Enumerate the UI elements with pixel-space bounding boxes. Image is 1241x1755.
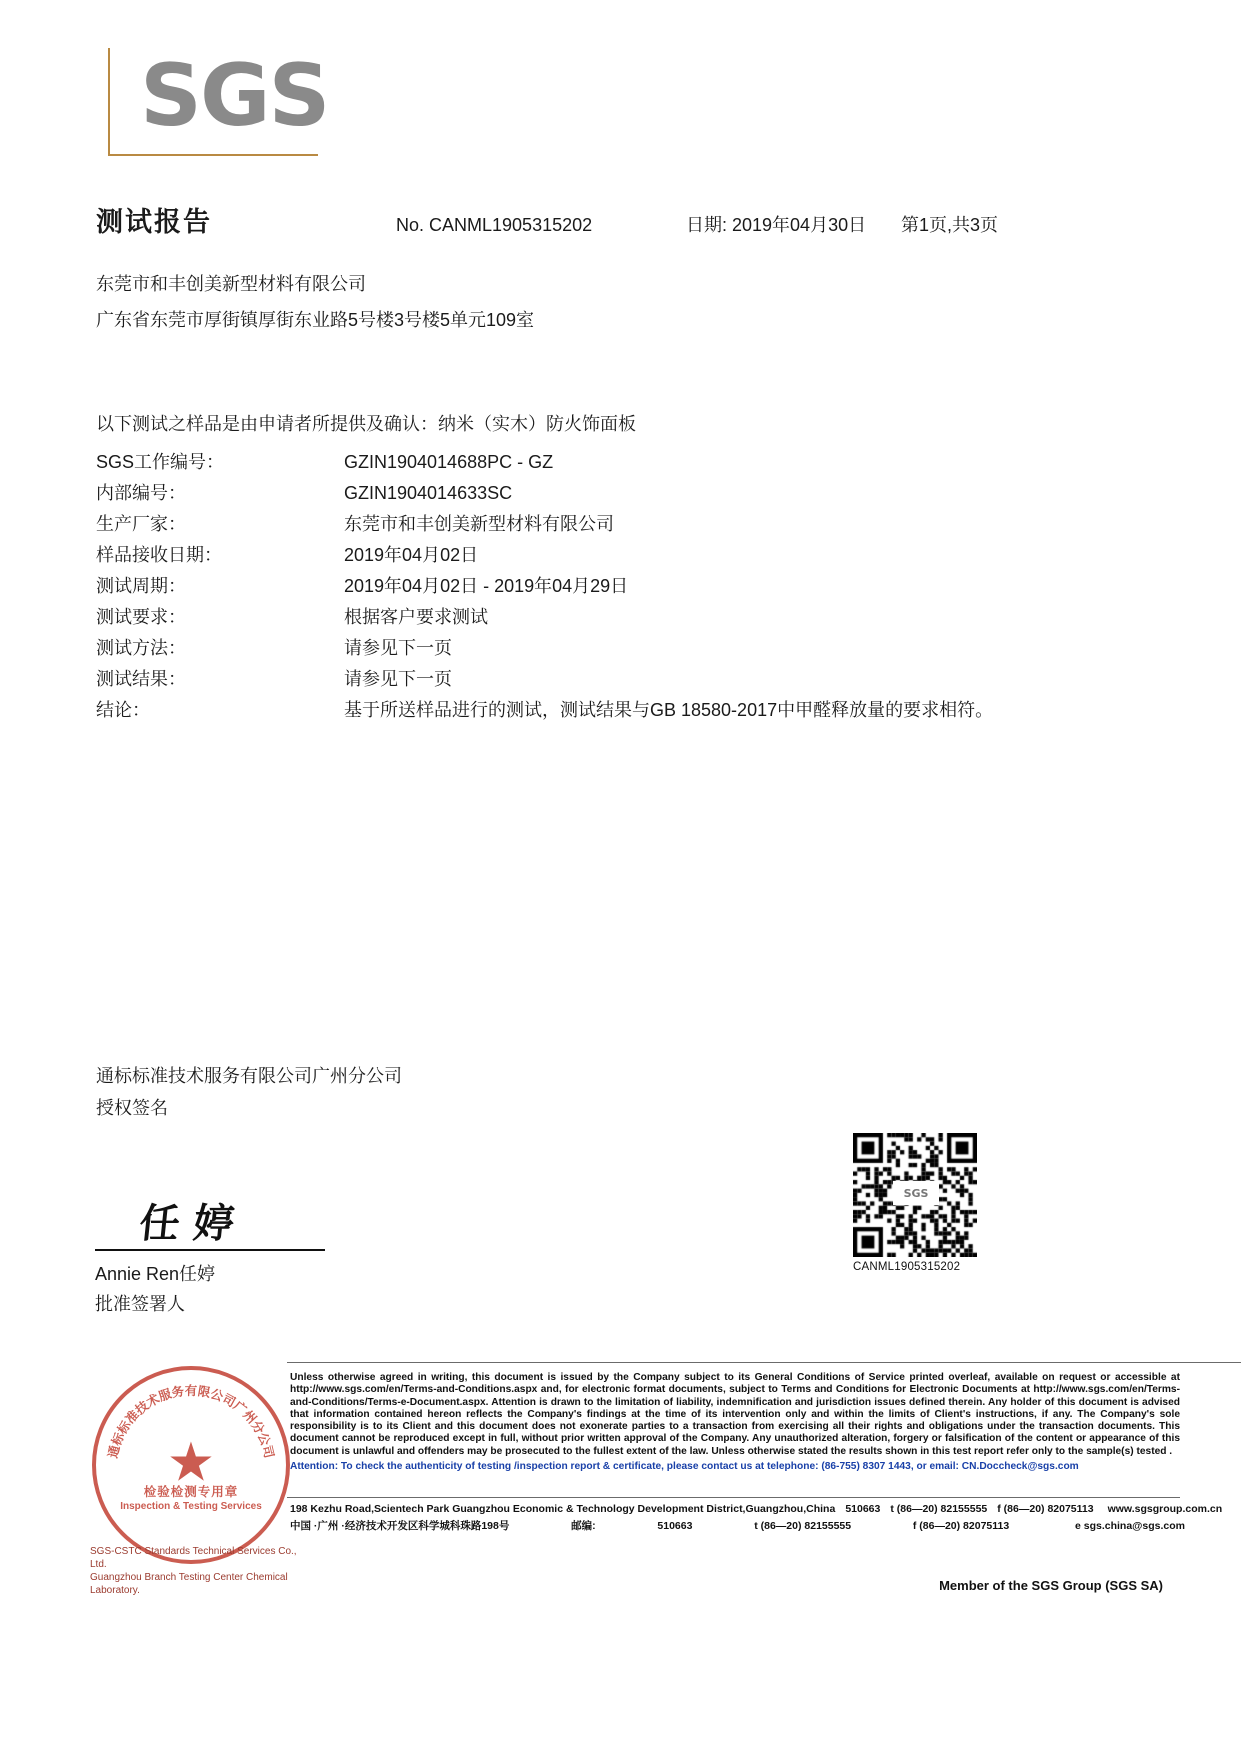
field-value: GZIN1904014688PC - GZ [344, 452, 554, 472]
field-row [96, 602, 1106, 633]
address-divider [287, 1497, 1180, 1498]
sgs-logo [108, 48, 328, 158]
logo-vertical-rule [108, 48, 110, 156]
field-value: 根据客户要求测试 [344, 607, 488, 627]
field-label: 结论： [96, 700, 150, 720]
field-row [96, 478, 1106, 509]
client-info [96, 266, 534, 338]
field-label: 生产厂家： [96, 514, 186, 534]
field-row [96, 447, 1106, 478]
field-row [96, 540, 1106, 571]
client-address: 广东省东莞市厚街镇厚街东业路5号楼3号楼5单元109室 [96, 310, 535, 330]
field-row [96, 509, 1106, 540]
signature-line [95, 1249, 325, 1251]
client-name: 东莞市和丰创美新型材料有限公司 [96, 274, 366, 294]
field-value: 2019年04月02日 - 2019年04月29日 [344, 576, 629, 596]
signing-company: 通标标准技术服务有限公司广州分公司 [96, 1066, 402, 1086]
zip-cn: 510663 [657, 1520, 693, 1532]
field-value: 请参见下一页 [344, 638, 452, 658]
field-row [96, 664, 1106, 695]
field-label: 测试要求： [96, 607, 186, 627]
seal-subtitle-line2: Guangzhou Branch Testing Center Chemical Laboratory. [90, 1572, 288, 1596]
qr-caption: CANML1905315202 [853, 1261, 961, 1273]
office-address [290, 1501, 1223, 1535]
field-label: SGS工作编号： [96, 452, 225, 472]
seal-star-icon: ★ [166, 1432, 216, 1493]
report-date: 日期: 2019年04月30日 [686, 215, 867, 235]
authorized-signature-label: 授权签名 [96, 1098, 168, 1118]
legal-attention: Attention: To check the authenticity of testing /inspection report & certificate, please contact us at telephone: (86-755) 8307 1443, or email: CN.Doccheck@sgs.com [290, 1461, 1079, 1473]
company-seal [92, 1366, 290, 1564]
svg-text:通标标准技术服务有限公司广州分公司: 通标标准技术服务有限公司广州分公司 [105, 1384, 277, 1460]
field-value: GZIN1904014633SC [344, 483, 513, 503]
fax-cn: f (86—20) 82075113 [912, 1520, 1010, 1532]
qr-code-icon[interactable] [853, 1133, 977, 1257]
handwritten-signature: 任婷 [137, 1200, 251, 1247]
seal-mid-text-en: Inspection & Testing Services [120, 1501, 262, 1512]
field-value: 基于所送样品进行的测试，测试结果与GB 18580-2017中甲醛释放量的要求相符。 [344, 700, 994, 720]
seal-mid-text: 检验检测专用章 [143, 1485, 239, 1499]
field-value: 请参见下一页 [344, 669, 452, 689]
field-label: 内部编号： [96, 483, 186, 503]
qr-code-block [853, 1133, 977, 1273]
report-fields [96, 447, 1106, 726]
field-row [96, 571, 1106, 602]
field-value: 2019年04月02日 [344, 545, 479, 565]
report-number: No. CANML1905315202 [396, 215, 593, 235]
address-en: 198 Kezhu Road,Scientech Park Guangzhou Economic & Technology Development District,Guangzhou,China [290, 1503, 836, 1515]
tel-cn: t (86—20) 82155555 [754, 1520, 852, 1532]
seal-subtitle-line1: SGS-CSTC Standards Technical Services Co., Ltd. [90, 1546, 297, 1570]
field-label: 测试周期： [96, 576, 186, 596]
sgs-logo-text: SGS [140, 46, 329, 146]
field-row [96, 695, 1106, 726]
sample-description: 以下测试之样品是由申请者所提供及确认：纳米（实木）防火饰面板 [96, 414, 636, 434]
signer-role: 批准签署人 [95, 1294, 185, 1314]
page-count: 第1页,共3页 [901, 215, 999, 235]
address-line-en [290, 1501, 1223, 1518]
website[interactable]: www.sgsgroup.com.cn [1107, 1503, 1223, 1515]
field-label: 测试结果： [96, 669, 186, 689]
legal-body: Unless otherwise agreed in writing, this document is issued by the Company subject to its General Conditions of Service printed overleaf, available on request or accessible at http://www.sgs.com/en/Terms-and-Conditions.aspx and, for electronic format documents, subject to Terms and Conditions for Electronic Documents at http://www.sgs.com/en/Terms-and-Conditions/Terms-e-Document.aspx. Attention is drawn to the limitation of liability, indemnification and jurisdiction issues defined therein. Any holder of this document is advised that information contained hereon reflects the Company's findings at the time of its intervention only and within the limits of Client's instructions, if any. The Company's sole responsibility is to its Client and this document does not exonerate parties to a transaction from exercising all their rights and obligations under the transaction documents. This document cannot be reproduced except in full, without prior written approval of the Company. Any unauthorized alteration, forgery or falsification of the content or appearance of this document is unlawful and offenders may be prosecuted to the fullest extent of the law. Unless otherwise stated the results shown in this test report refer only to the sample(s) tested . [290, 1372, 1180, 1457]
zip-en: 510663 [845, 1503, 881, 1515]
signer-name: Annie Ren任婷 [95, 1264, 216, 1284]
seal-subtitle [90, 1545, 305, 1597]
field-label: 样品接收日期： [96, 545, 222, 565]
field-value: 东莞市和丰创美新型材料有限公司 [344, 514, 614, 534]
email-cn[interactable]: e sgs.china@sgs.com [1074, 1520, 1185, 1532]
fax-en: f (86—20) 82075113 [997, 1503, 1094, 1515]
field-label: 测试方法： [96, 638, 186, 658]
tel-en: t (86—20) 82155555 [890, 1503, 988, 1515]
qr-sgs-badge: SGS [893, 1181, 939, 1205]
field-row [96, 633, 1106, 664]
signing-entity [96, 1060, 402, 1124]
zip-label-cn: 邮编: [571, 1520, 596, 1532]
report-header [96, 200, 1106, 239]
legal-disclaimer [290, 1372, 1180, 1473]
member-note: Member of the SGS Group (SGS SA) [939, 1578, 1163, 1593]
page-title: 测试报告 [96, 207, 212, 237]
logo-horizontal-rule [108, 154, 318, 156]
address-cn: 中国 ·广州 ·经济技术开发区科学城科珠路198号 [290, 1520, 510, 1532]
legal-divider [287, 1362, 1241, 1363]
address-line-cn [290, 1518, 1185, 1535]
